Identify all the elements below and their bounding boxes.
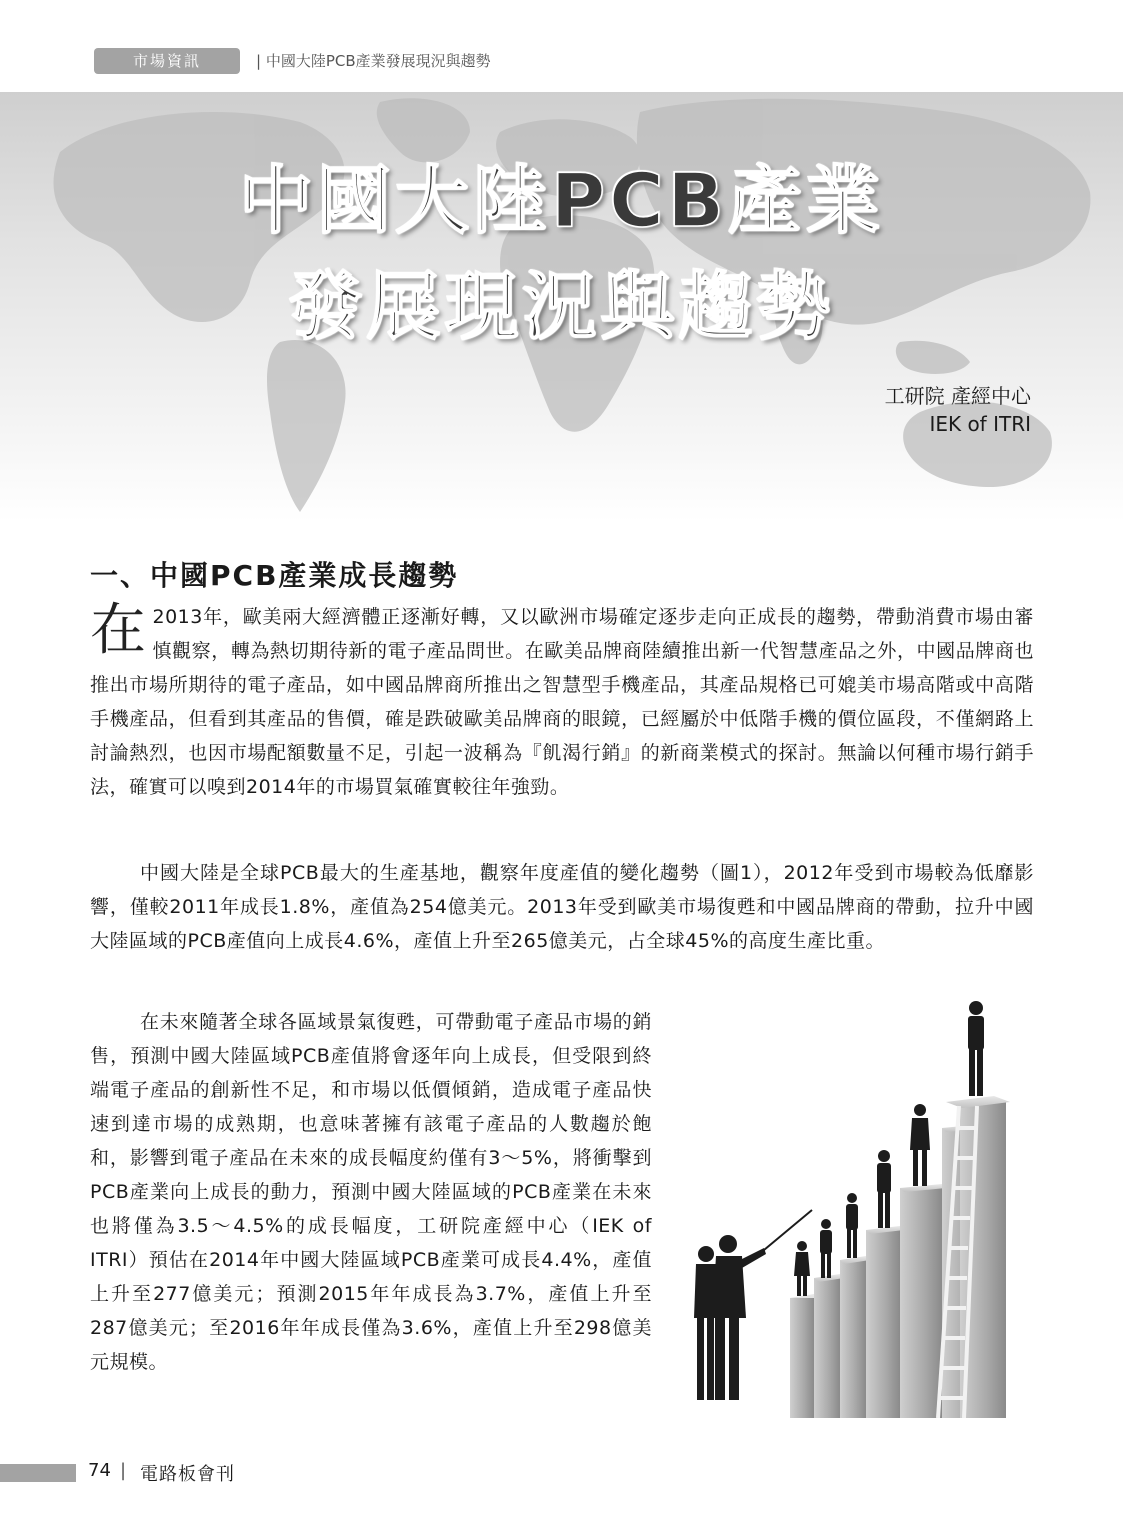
paragraph-1-text: 2013年，歐美兩大經濟體正逐漸好轉，又以歐洲市場確定逐步走向正成長的趨勢，帶動消費市場由審慎觀察，轉為熱切期待新的電子產品問世。在歐美品牌商陸續推出新一代智慧產品之外，中國品牌商也推出市場所期待的電子產品，如中國品牌商所推出之智慧型手機產品，其產品規格已可媲美市場高階或中高階手機產品，但看到其產品的售價，確是跌破歐美品牌商的眼鏡，已經屬於中低階手機的價位區段，不僅網路上討論熱烈，也因市場配額數量不足，引起一波稱為『飢渴行銷』的新商業模式的探討。無論以何種市場行銷手法，確實可以嗅到2014年的市場買氣確實較往年強勁。	[90, 606, 1034, 798]
footer-bar	[0, 1464, 76, 1482]
running-title: | 中國大陸PCB產業發展現況與趨勢	[256, 52, 491, 70]
section-heading: 一、中國PCB產業成長趨勢	[90, 559, 459, 592]
page-number: 74	[88, 1460, 111, 1481]
footer-separator: |	[120, 1460, 127, 1481]
main-title-line-2: 發展現況與趨勢	[288, 264, 835, 350]
author-organization: IEK of ITRI	[929, 412, 1031, 436]
section-tag: 市場資訊	[94, 48, 240, 74]
main-title-line-1: 中國大陸PCB產業	[239, 158, 884, 244]
growth-steps-illustration	[684, 998, 1044, 1418]
title-banner	[0, 92, 1123, 522]
drop-cap: 在	[90, 598, 147, 663]
paragraph-1	[90, 600, 1034, 804]
paragraph-2: 中國大陸是全球PCB最大的生產基地，觀察年度產值的變化趨勢（圖1），2012年受到市場較為低靡影響，僅較2011年成長1.8%，產值為254億美元。2013年受到歐美市場復甦和中國品牌商的帶動，拉升中國大陸區域的PCB產值向上成長4.6%，產值上升至265億美元，占全球45%的高度生產比重。	[90, 862, 1034, 952]
publication-name: 電路板會刊	[140, 1464, 235, 1485]
paragraph-3: 在未來隨著全球各區域景氣復甦，可帶動電子產品市場的銷售，預測中國大陸區域PCB產值將會逐年向上成長，但受限到終端電子產品的創新性不足，和市場以低價傾銷，造成電子產品快速到達市場的成熟期，也意味著擁有該電子產品的人數趨於飽和，影響到電子產品在未來的成長幅度約僅有3～5%，將衝擊到PCB產業向上成長的動力，預測中國大陸區域的PCB產業在未來也將僅為3.5～4.5%的成長幅度，工研院產經中心（IEK of ITRI）預估在2014年中國大陸區域PCB產業可成長4.4%，產值上升至277億美元；預測2015年年成長為3.7%，產值上升至287億美元；至2016年年成長僅為3.6%，產值上升至298億美元規模。	[90, 1011, 652, 1373]
author-affiliation: 工研院 產經中心	[884, 384, 1031, 408]
